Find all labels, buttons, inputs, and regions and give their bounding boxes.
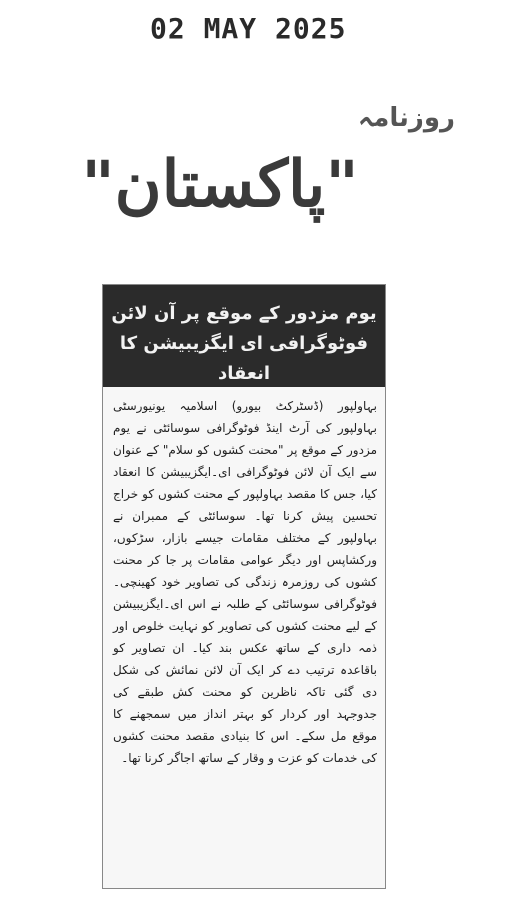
headline-box (103, 285, 385, 387)
masthead-title: "پاکستان" (81, 147, 359, 222)
headline-line-2: فوٹوگرافی ای ایگزیبیشن کا انعقاد (119, 333, 369, 384)
headline-line-1: یوم مزدور کے موقع پر آن لائن (111, 303, 377, 324)
masthead-small: روزنامہ (358, 103, 455, 133)
publication-date: 02 MAY 2025 (150, 12, 347, 45)
article-body: بہاولپور (ڈسٹرکٹ بیورو) اسلامیہ یونیورسٹی بہاولپور کی آرٹ اینڈ فوٹوگرافی سوسائٹی نے یوم مزدور کے موقع پر "محنت کشوں کو سلام" کے عنوان سے ایک آن لائن فوٹوگرافی ای۔ایگزیبیشن کا انعقاد کیا، جس کا مقصد بہاولپور کے محنت کشوں کو خراج تحسین پیش کرنا تھا۔ سوسائٹی کے ممبران نے بہاولپور کے مختلف مقامات جیسے بازار، سڑکوں، ورکشاپس اور دیگر عوامی مقامات پر جا کر محنت کشوں کی روزمرہ زندگی کی تصاویر خود کھینچی۔ فوٹوگرافی سوسائٹی کے طلبہ نے اس ای۔ایگزیبیشن کے لیے محنت کشوں کی تصاویر کو نہایت خلوص اور ذمہ داری کے ساتھ عکس بند کیا۔ ان تصاویر کو باقاعدہ ترتیب دے کر ایک آن لائن نمائش کی شکل دی گئی تاکہ ناظرین کو محنت کش طبقے کی جدوجہد اور کردار کو بہتر انداز میں سمجھنے کا موقع مل سکے۔ اس کا بنیادی مقصد محنت کشوں کی خدمات کو عزت و وقار کے ساتھ اجاگر کرنا تھا۔ (113, 399, 377, 765)
news-clipping (102, 284, 386, 889)
